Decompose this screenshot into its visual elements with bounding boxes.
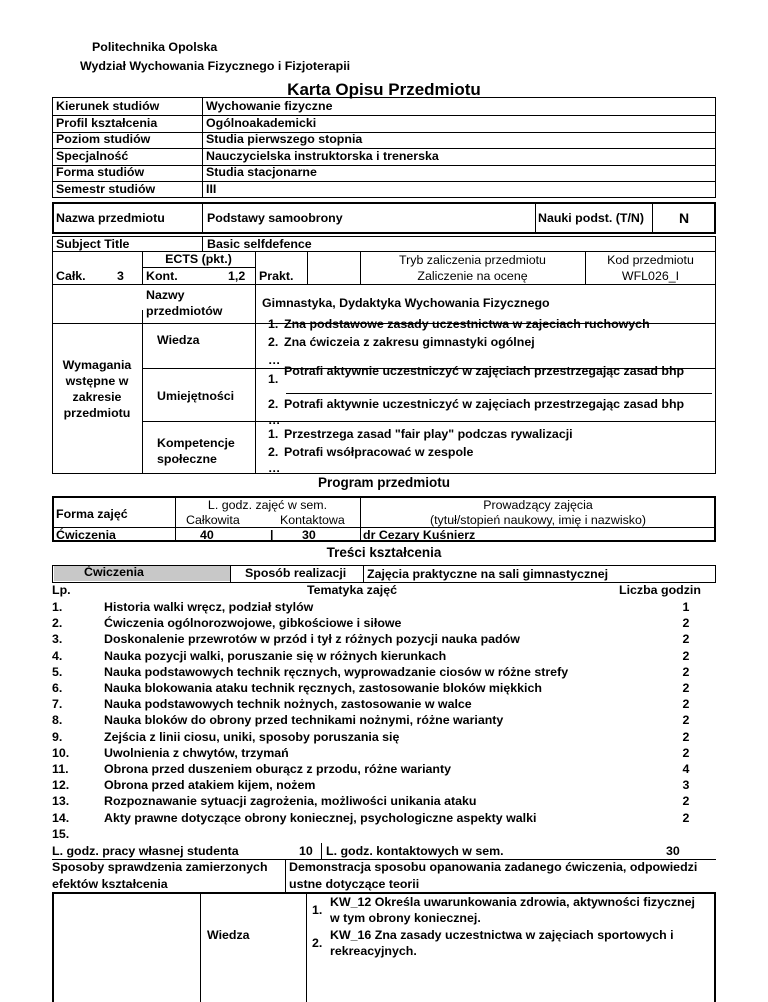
effect-line-1: KW_16 Zna zasady uczestnictwa w zajęciach sportowych i bbox=[330, 928, 674, 942]
topic-hours: 3 bbox=[682, 778, 690, 793]
prereq-wiedza-number: 1. bbox=[268, 317, 279, 331]
topic-header: Tematyka zajęć bbox=[306, 583, 397, 597]
prereq-komp-number: 1. bbox=[268, 427, 279, 441]
teacher-value: dr Cezary Kuśnierz bbox=[363, 528, 476, 542]
effects-knowledge-label: Wiedza bbox=[207, 928, 250, 942]
study-info-label: Specjalność bbox=[56, 148, 129, 163]
course-code-value: WFL026_I bbox=[621, 269, 680, 283]
topic-lp: 13. bbox=[52, 794, 70, 809]
related-courses-value: Gimnastyka, Dydaktyka Wychowania Fizycznego bbox=[262, 296, 550, 310]
topic-name: Zejścia z linii ciosu, uniki, sposoby poruszania się bbox=[104, 729, 400, 744]
topic-hours: 1 bbox=[682, 600, 690, 614]
topic-hours: 4 bbox=[682, 762, 690, 776]
assessment-mode-value: Zaliczenie na ocenę bbox=[417, 269, 528, 283]
topic-hours: 2 bbox=[682, 810, 690, 825]
prereq-komp-item: Przestrzega zasad "fair play" podczas rywalizacji bbox=[284, 427, 573, 441]
topic-name: Obrona przed duszeniem oburącz z przodu, różne warianty bbox=[104, 762, 451, 776]
course-name-value: Podstawy samoobrony bbox=[207, 211, 343, 225]
hours-contact-value: 30 bbox=[302, 528, 316, 542]
topic-name: Ćwiczenia ogólnorozwojowe, gibkościowe i siłowe bbox=[104, 616, 402, 631]
topic-hours: 2 bbox=[682, 681, 690, 695]
topic-lp: 7. bbox=[52, 697, 63, 712]
topic-lp: 1. bbox=[52, 600, 63, 614]
study-info-value: Nauczycielska instruktorska i trenerska bbox=[206, 148, 439, 163]
prereq-wiedza-item: Zna podstawowe zasady uczestnictwa w zajeciach ruchowych bbox=[284, 317, 650, 331]
assessment-value-2: ustne dotyczące teorii bbox=[289, 877, 420, 891]
contact-hours-value: 30 bbox=[666, 844, 680, 858]
prereq-wiedza-item: Zna ćwiczeia z zakresu gimnastyki ogólnej bbox=[284, 335, 535, 349]
topic-name: Akty prawne dotyczące obrony koniecznej, psychologiczne aspekty walki bbox=[104, 810, 537, 825]
topic-hours: 2 bbox=[682, 794, 690, 809]
study-info-label: Poziom studiów bbox=[56, 132, 151, 146]
topic-lp: 2. bbox=[52, 616, 63, 631]
page-title: Karta Opisu Przedmiotu bbox=[287, 80, 481, 99]
prereq-umiej-item: Potrafi aktywnie uczestniczyć w zajęciach przestrzegając zasad bhp bbox=[284, 397, 685, 411]
hours-total-label: Całkowita bbox=[186, 513, 240, 527]
study-info-label: Forma studiów bbox=[56, 165, 145, 179]
effect-line-1: KW_12 Określa uwarunkowania zdrowia, aktywności fizycznej bbox=[330, 895, 695, 909]
ects-total-value: 3 bbox=[117, 269, 124, 283]
own-work-label: L. godz. pracy własnej studenta bbox=[52, 844, 239, 858]
subject-title-label: Subject Title bbox=[56, 237, 130, 251]
topic-hours: 2 bbox=[682, 697, 690, 712]
lp-header: Lp. bbox=[52, 583, 71, 597]
effect-number: 1. bbox=[312, 903, 323, 917]
ects-contact-label: Kont. bbox=[146, 269, 178, 283]
topic-lp: 6. bbox=[52, 681, 63, 695]
hours-total-value: 40 bbox=[200, 528, 214, 542]
topic-name: Nauka pozycji walki, poruszanie się w różnych kierunkach bbox=[104, 648, 447, 663]
ects-total-label: Całk. bbox=[56, 269, 86, 283]
prereq-umiej-item: Potrafi aktywnie uczestniczyć w zajęciach przestrzegając zasad bhp bbox=[284, 364, 685, 378]
course-name-label: Nazwa przedmiotu bbox=[56, 211, 165, 225]
ects-practical-label: Prakt. bbox=[259, 269, 294, 283]
topic-hours: 2 bbox=[682, 632, 690, 647]
hours-separator: | bbox=[270, 528, 274, 542]
related-courses-label-1: Nazwy bbox=[146, 288, 185, 302]
class-form-label: Forma zajęć bbox=[56, 507, 128, 521]
assessment-value-1: Demonstracja sposobu opanowania zadanego ćwiczenia, odpowiedzi bbox=[289, 860, 698, 874]
prereq-wiedza-number: … bbox=[268, 353, 281, 367]
study-info-label: Semestr studiów bbox=[56, 181, 156, 196]
prereq-komp-item: Potrafi wsółpracować w zespole bbox=[284, 445, 474, 459]
prerequisites-label: Wymagania wstępne w zakresie przedmiotu bbox=[62, 358, 132, 420]
topic-name: Nauka blokowania ataku technik ręcznych, zastosowanie bloków miękkich bbox=[104, 681, 542, 695]
basic-sciences-label: Nauki podst. (T/N) bbox=[538, 211, 645, 225]
topic-name: Uwolnienia z chwytów, trzymań bbox=[104, 745, 289, 760]
study-info-value: III bbox=[206, 181, 217, 196]
program-title: Program przedmiotu bbox=[317, 475, 450, 490]
topic-name: Nauka bloków do obrony przed technikami nożnymi, różne warianty bbox=[104, 713, 504, 728]
basic-sciences-value: N bbox=[678, 210, 690, 226]
content-form-value: Ćwiczenia bbox=[84, 565, 144, 579]
topic-hours: 2 bbox=[682, 745, 690, 760]
topic-lp: 10. bbox=[52, 745, 70, 760]
hours-label: L. godz. zajęć w sem. bbox=[207, 498, 328, 512]
effect-line-2: rekreacyjnych. bbox=[330, 944, 417, 958]
prereq-umiej-number: 1. bbox=[268, 372, 279, 386]
topic-hours: 2 bbox=[682, 713, 690, 728]
ects-contact-value: 1,2 bbox=[228, 269, 246, 283]
university-name: Politechnika Opolska bbox=[92, 40, 218, 54]
topic-name: Historia walki wręcz, podział stylów bbox=[104, 600, 314, 614]
class-form-value: Ćwiczenia bbox=[56, 528, 116, 542]
study-info-value: Wychowanie fizyczne bbox=[206, 99, 333, 113]
prereq-competence-label-2: społeczne bbox=[157, 452, 217, 466]
study-info-value: Studia stacjonarne bbox=[206, 165, 317, 179]
prereq-umiej-number: … bbox=[268, 413, 281, 427]
effect-number: 2. bbox=[312, 936, 323, 950]
topic-lp: 3. bbox=[52, 632, 63, 647]
topic-lp: 15. bbox=[52, 826, 70, 841]
course-code-label: Kod przedmiotu bbox=[607, 253, 694, 267]
study-info-label: Kierunek studiów bbox=[56, 99, 160, 113]
topic-name: Nauka podstawowych technik ręcznych, wyprowadzanie ciosów w różne strefy bbox=[104, 664, 569, 679]
topic-lp: 14. bbox=[52, 810, 70, 825]
prereq-knowledge-label: Wiedza bbox=[157, 333, 200, 347]
study-info-label: Profil kształcenia bbox=[56, 115, 158, 130]
topic-hours: 2 bbox=[682, 648, 690, 663]
topic-name: Doskonalenie przewrotów w przód i tył z różnych pozycji nauka padów bbox=[104, 632, 520, 647]
study-info-value: Ogólnoakademicki bbox=[206, 115, 317, 130]
subject-title-value: Basic selfdefence bbox=[207, 237, 312, 251]
hours-contact-label: Kontaktowa bbox=[280, 513, 345, 527]
assessment-label-1: Sposoby sprawdzenia zamierzonych bbox=[52, 860, 268, 874]
topic-lp: 4. bbox=[52, 648, 63, 663]
study-info-value: Studia pierwszego stopnia bbox=[206, 132, 363, 146]
topic-name: Rozpoznawanie sytuacji zagrożenia, możliwości unikania ataku bbox=[104, 794, 477, 809]
teacher-label-1: Prowadzący zajęcia bbox=[483, 498, 593, 512]
prereq-competence-label-1: Kompetencje bbox=[157, 436, 235, 450]
prereq-skills-label: Umiejętności bbox=[157, 389, 235, 403]
topic-hours: 2 bbox=[682, 729, 690, 744]
topic-lp: 11. bbox=[52, 762, 69, 776]
ects-label: ECTS (pkt.) bbox=[165, 252, 232, 266]
prereq-wiedza-number: 2. bbox=[268, 335, 279, 349]
topic-lp: 8. bbox=[52, 713, 63, 728]
topic-hours: 2 bbox=[682, 664, 690, 679]
related-courses-label-2: przedmiotów bbox=[146, 304, 223, 318]
topic-name: Nauka podstawowych technik nożnych, zastosowanie w walce bbox=[104, 697, 472, 712]
assessment-mode-label: Tryb zaliczenia przedmiotu bbox=[399, 253, 546, 267]
method-value: Zajęcia praktyczne na sali gimnastycznej bbox=[367, 567, 609, 581]
content-title: Treści kształcenia bbox=[326, 545, 442, 560]
topic-lp: 5. bbox=[52, 664, 63, 679]
contact-hours-label: L. godz. kontaktowych w sem. bbox=[326, 844, 504, 858]
prereq-komp-number: … bbox=[268, 461, 281, 475]
topic-lp: 9. bbox=[52, 729, 63, 744]
assessment-label-2: efektów kształcenia bbox=[52, 877, 168, 891]
topic-hours: 2 bbox=[682, 616, 690, 631]
method-label: Sposób realizacji bbox=[245, 566, 347, 580]
teacher-label-2: (tytuł/stopień naukowy, imię i nazwisko) bbox=[429, 513, 646, 527]
hours-header: Liczba godzin bbox=[619, 583, 701, 597]
prereq-umiej-number: 2. bbox=[268, 397, 279, 411]
topic-name: Obrona przed atakiem kijem, nożem bbox=[104, 778, 316, 793]
topic-lp: 12. bbox=[52, 778, 70, 793]
own-work-value: 10 bbox=[299, 844, 313, 858]
effect-line-2: w tym obrony koniecznej. bbox=[330, 911, 481, 925]
faculty-name: Wydział Wychowania Fizycznego i Fizjoterapii bbox=[80, 59, 351, 73]
prereq-komp-number: 2. bbox=[268, 445, 279, 459]
